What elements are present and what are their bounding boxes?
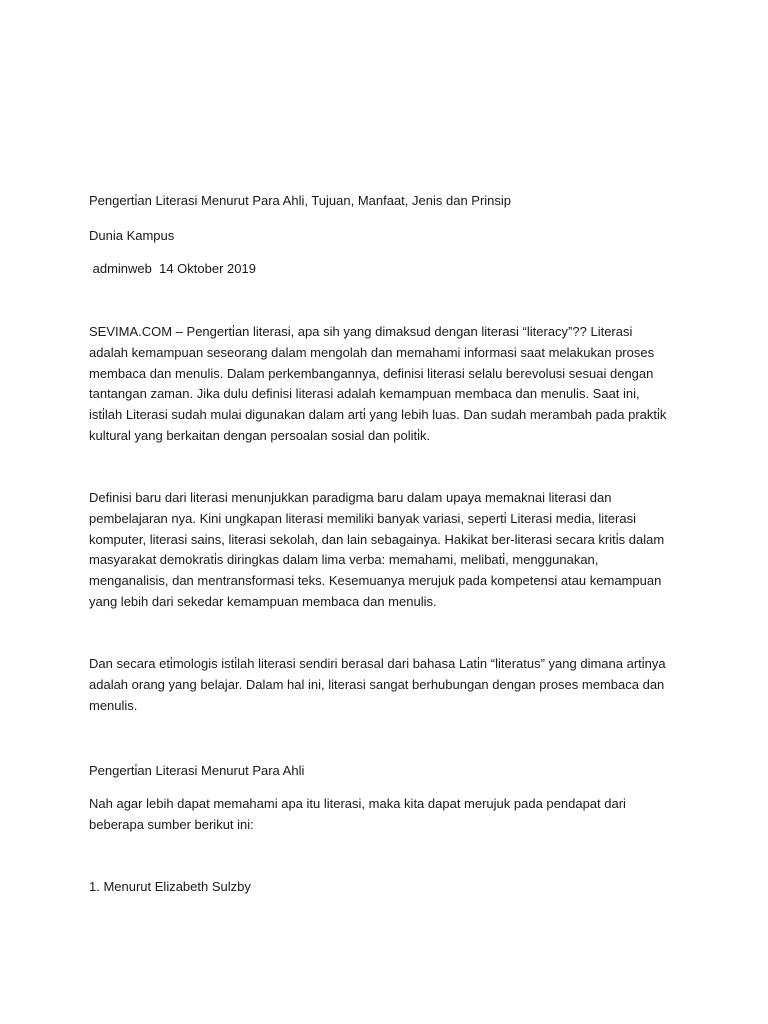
intro-paragraph: Nah agar lebih dapat memahami apa itu literasi, maka kita dapat merujuk pada pendapat dari beberapa sumber berikut ini: xyxy=(89,796,626,832)
section-heading: Pengerti̇an Literasi Menurut Para Ahli xyxy=(89,763,305,778)
paragraph-3: Dan secara eti̇mologis isti̇lah literasi sendiri berasal dari bahasa Lati̇n “literatus” yang dimana arti̇nya adalah orang yang belajar. Dalam hal ini, literasi sangat berhubungan dengan proses membaca dan menulis. xyxy=(89,656,666,713)
source-name: Dunia Kampus xyxy=(89,228,175,243)
list-item: 1. Menurut Elizabeth Sulzby xyxy=(89,879,251,894)
paragraph-1: SEVIMA.COM – Pengerti̇an literasi, apa sih yang dimaksud dengan literasi “literacy”?? Literasi adalah kemampuan seseorang dalam mengolah dan memahami informasi saat melakukan proses membaca dan menulis. Dalam perkembangannya, definisi literasi selalu berevolusi sesuai dengan tantangan zaman. Jika dulu definisi literasi adalah kemampuan membaca dan menulis. Saat ini, isti̇lah Literasi sudah mulai digunakan dalam arti̇ yang lebih luas. Dan sudah merambah pada prakti̇k kultural yang berkaitan dengan persoalan sosial dan politi̇k. xyxy=(89,324,667,443)
byline: adminweb 14 Oktober 2019 xyxy=(89,261,256,276)
document-title: Pengerti̇an Literasi Menurut Para Ahli, Tujuan, Manfaat, Jenis dan Prinsip xyxy=(89,193,512,208)
document-page xyxy=(89,0,679,1024)
paragraph-2: Definisi baru dari literasi menunjukkan paradigma baru dalam upaya memaknai literasi dan pembelajaran nya. Kini ungkapan literasi memiliki banyak variasi, seperti̇ Literasi media, literasi komputer, literasi sains, literasi sekolah, dan lain sebagainya. Hakikat ber-literasi secara kriti̇s dalam masyarakat demokrati̇s diringkas dalam lima verba: memahami, melibati̇, menggunakan, menganalisis, dan mentransformasi teks. Kesemuanya merujuk pada kompetensi atau kemampuan yang lebih dari sekedar kemampuan membaca dan menulis. xyxy=(89,490,665,609)
